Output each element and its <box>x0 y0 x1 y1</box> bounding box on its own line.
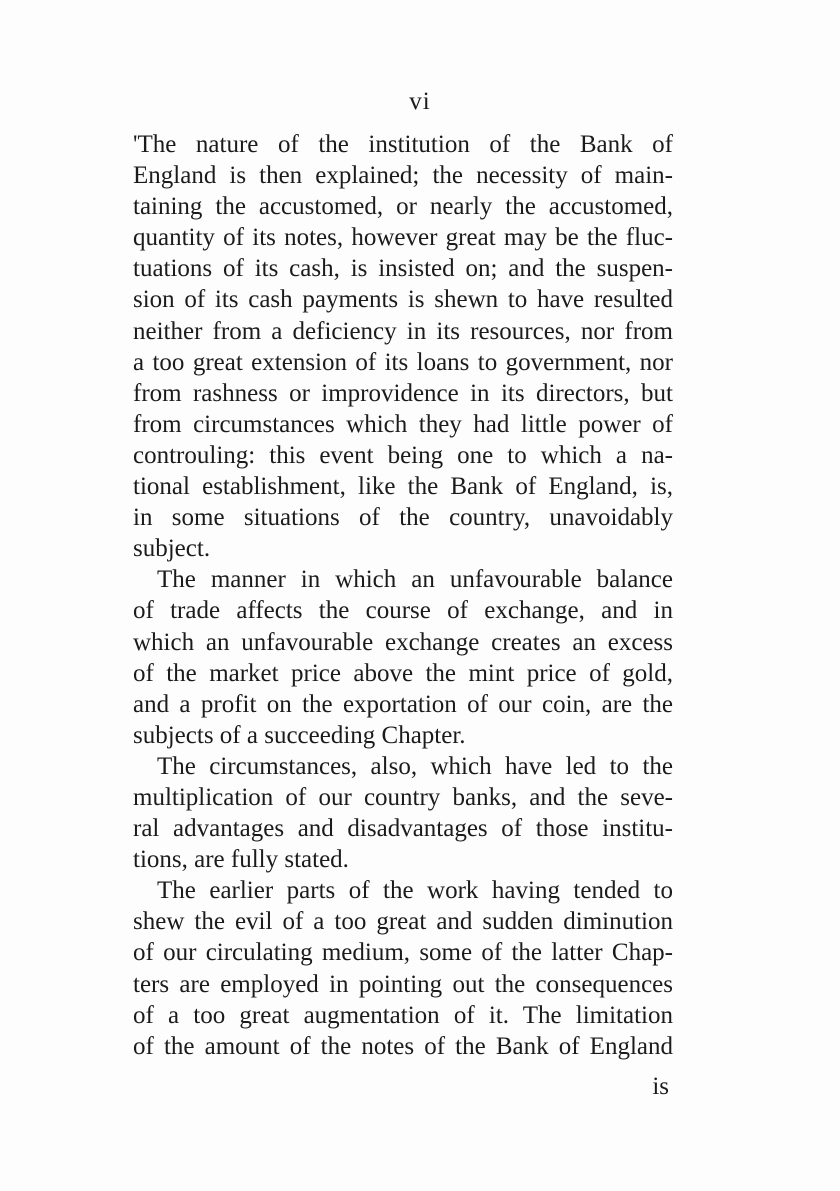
text-line: of a too great augmentation of it. The limitation <box>133 1001 673 1029</box>
catchword: is <box>652 1073 669 1100</box>
text-line: taining the accustomed, or nearly the accustomed, <box>133 193 673 221</box>
text-line: tional establishment, like the Bank of England, is, <box>133 473 673 501</box>
text-line: and a profit on the exportation of our coin, are the <box>133 690 673 718</box>
text-line: multiplication of our country banks, and the seve- <box>133 783 673 811</box>
text-line: sion of its cash payments is shewn to have resulted <box>133 286 673 314</box>
text-line: of the market price above the mint price of gold, <box>133 659 673 687</box>
body-text <box>133 129 673 1062</box>
text-line: 'The nature of the institution of the Bank of <box>133 131 673 158</box>
text-line: shew the evil of a too great and sudden diminution <box>133 908 673 936</box>
text-line: in some situations of the country, unavoidably <box>133 504 673 532</box>
text-line: subject. <box>133 535 211 563</box>
text-line: controuling: this event being one to which a na- <box>133 441 673 469</box>
text-line: ral advantages and disadvantages of those institu- <box>133 815 673 843</box>
text-line: of the amount of the notes of the Bank of England <box>133 1032 673 1060</box>
text-line: of our circulating medium, some of the latter Chap- <box>133 939 673 967</box>
text-line: The earlier parts of the work having tended to <box>157 877 673 905</box>
text-line: subjects of a succeeding Chapter. <box>133 721 466 749</box>
text-line: from circumstances which they had little power of <box>133 410 673 438</box>
text-line: a too great extension of its loans to government, nor <box>133 348 673 376</box>
text-line: ters are employed in pointing out the consequences <box>133 970 673 998</box>
text-line: which an unfavourable exchange creates an excess <box>133 628 673 656</box>
text-line: neither from a deficiency in its resources, nor from <box>133 317 673 345</box>
text-line: of trade affects the course of exchange, and in <box>133 597 673 625</box>
text-line: from rashness or improvidence in its directors, but <box>133 379 673 407</box>
text-line: quantity of its notes, however great may be the fluc- <box>133 224 673 252</box>
text-line: The circumstances, also, which have led to the <box>157 752 673 780</box>
text-line: England is then explained; the necessity of main- <box>133 162 673 190</box>
text-line: tions, are fully stated. <box>133 846 349 874</box>
text-line: tuations of its cash, is insisted on; and the suspen- <box>133 255 673 283</box>
text-line: The manner in which an unfavourable balance <box>157 566 673 594</box>
page-number: vi <box>409 88 431 115</box>
